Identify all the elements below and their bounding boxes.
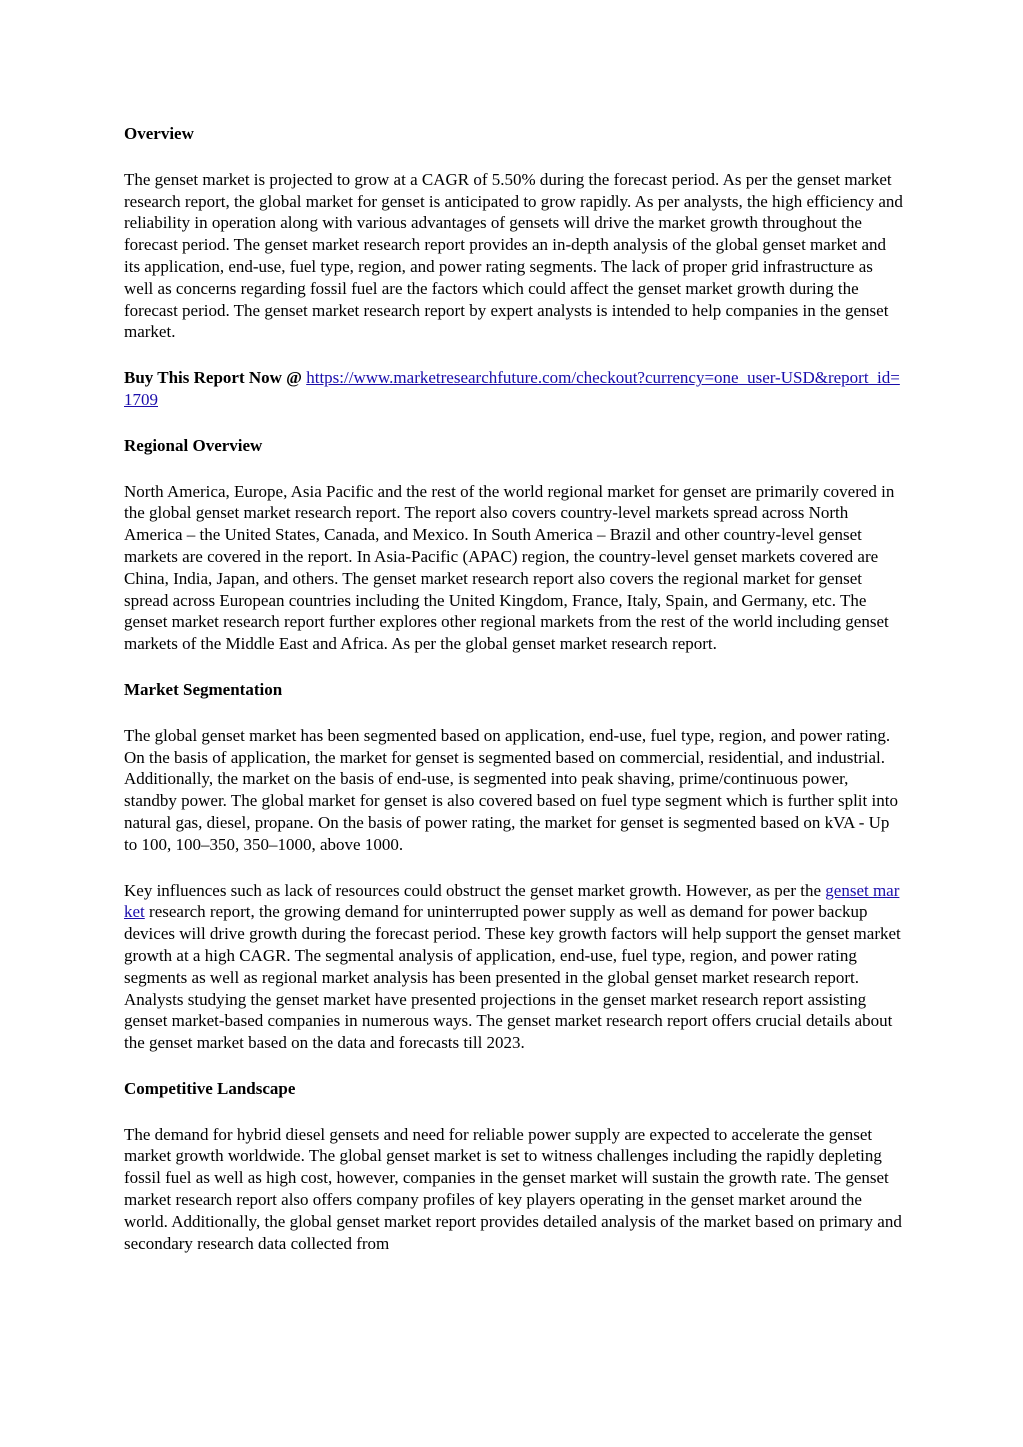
market-segmentation-heading: Market Segmentation <box>124 679 283 699</box>
regional-overview-heading: Regional Overview <box>124 435 263 455</box>
regional-overview-paragraph: North America, Europe, Asia Pacific and the rest of the world regional market for genset are primarily covered in the global genset market research report. The report also covers country-level markets spread across North America – the United States, Canada, and Mexico. In South America – Brazil and other country-level genset markets are covered in the report. In Asia-Pacific (APAC) region, the country-level genset markets covered are China, India, Japan, and others. The genset market research report also covers the regional market for genset spread across European countries including the United Kingdom, France, Italy, Spain, and Germany, etc. The genset market research report further explores other regional markets from the rest of the world including genset markets of the Middle East and Africa. As per the global genset market research report. <box>124 481 895 654</box>
key-influences-text-after: research report, the growing demand for uninterrupted power supply as well as demand for power backup devices will drive growth during the forecast period. These key growth factors will help support the genset market growth at a high CAGR. The segmental analysis of application, end-use, fuel type, region, and power rating segments as well as regional market analysis has been presented in the global genset market research report. Analysts studying the genset market have presented projections in the genset market research report assisting genset market-based companies in numerous ways. The genset market research report offers crucial details about the genset market based on the data and forecasts till 2023. <box>124 902 901 1053</box>
overview-paragraph: The genset market is projected to grow at a CAGR of 5.50% during the forecast period. As per the genset market research report, the global market for genset is anticipated to grow rapidly. As per analysts, the high efficiency and reliability in operation along with various advantages of gensets will drive the market growth throughout the forecast period. The genset market research report provides an in-depth analysis of the global genset market and its application, end-use, fuel type, region, and power rating segments. The lack of proper grid infrastructure as well as concerns regarding fossil fuel are the factors which could affect the genset market growth during the forecast period. The genset market research report by expert analysts is intended to help companies in the genset market. <box>124 169 903 342</box>
market-segmentation-paragraph: The global genset market has been segmented based on application, end-use, fuel type, region, and power rating. On the basis of application, the market for genset is segmented based on commercial, residential, and industrial. Additionally, the market on the basis of end-use, is segmented into peak shaving, prime/continuous power, standby power. The global market for genset is also covered based on fuel type segment which is further split into natural gas, diesel, propane. On the basis of power rating, the market for genset is segmented based on kVA - Up to 100, 100–350, 350–1000, above 1000. <box>124 725 898 854</box>
document-page <box>124 123 904 1278</box>
buy-report-link[interactable]: https://www.marketresearchfuture.com/checkout?currency=one_user-USD&report_id=1709 <box>124 368 900 409</box>
key-influences-paragraph <box>124 880 904 1054</box>
competitive-landscape-paragraph: The demand for hybrid diesel gensets and need for reliable power supply are expected to accelerate the genset market growth worldwide. The global genset market is set to witness challenges including the rapidly depleting fossil fuel as well as high cost, however, companies in the genset market will sustain the growth rate. The genset market research report also offers company profiles of key players operating in the genset market around the world. Additionally, the global genset market report provides detailed analysis of the market based on primary and secondary research data collected from <box>124 1124 902 1253</box>
competitive-landscape-heading: Competitive Landscape <box>124 1078 296 1098</box>
buy-report-line <box>124 367 904 411</box>
key-influences-text-before: Key influences such as lack of resources could obstruct the genset market growth. However, as per the <box>124 880 826 900</box>
overview-heading: Overview <box>124 124 194 143</box>
buy-report-label: Buy This Report Now @ <box>124 368 302 388</box>
genset-market-link[interactable]: genset market <box>124 880 900 922</box>
